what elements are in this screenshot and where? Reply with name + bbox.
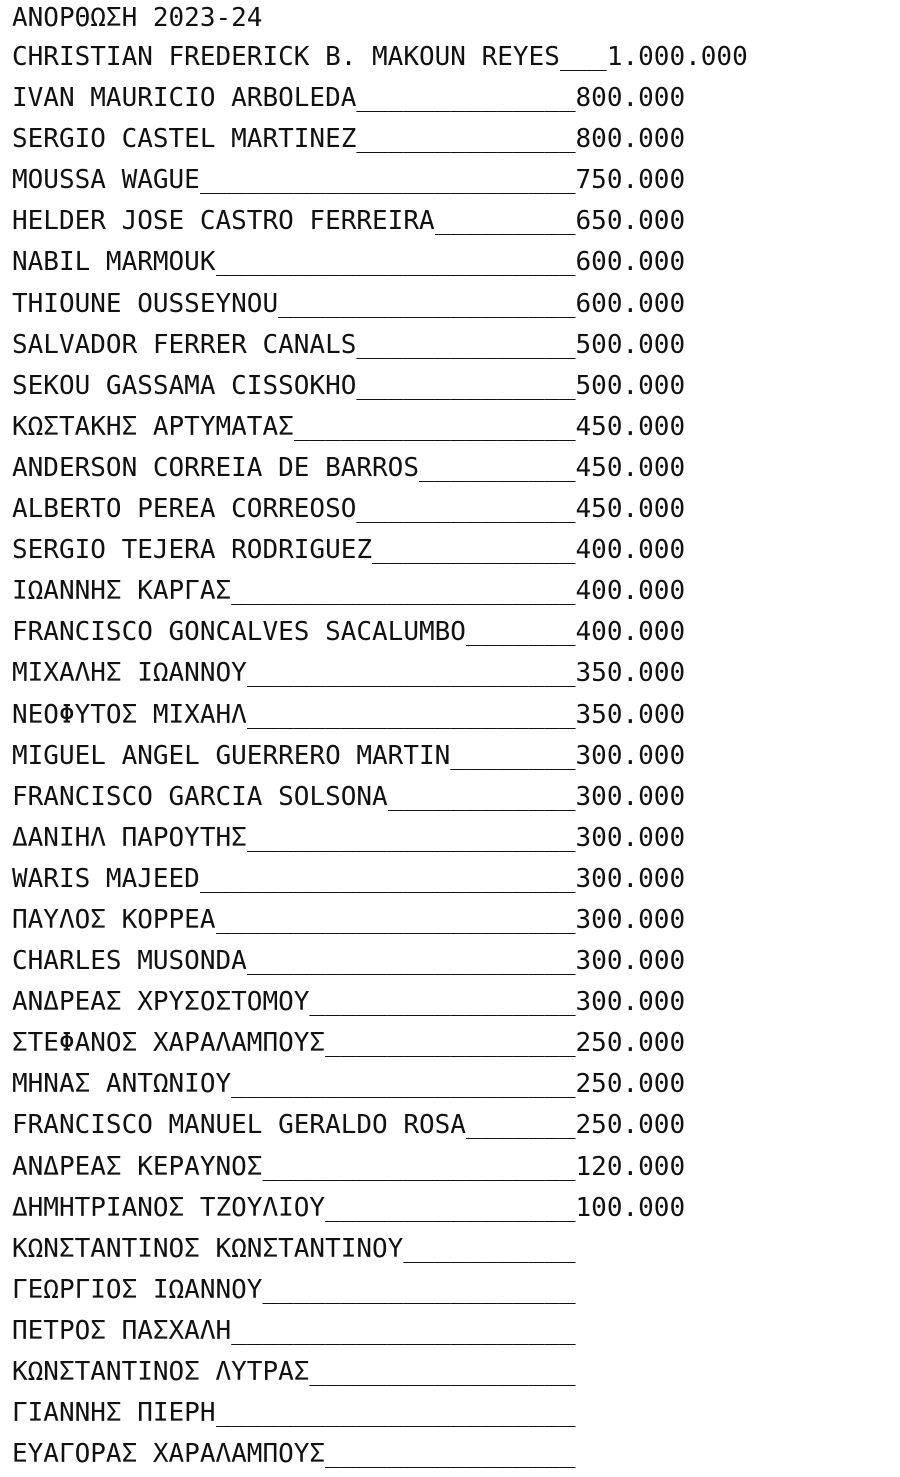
leader-underline: ______________ <box>356 370 576 401</box>
list-item <box>12 982 897 1023</box>
salary-amount: 600.000 <box>575 288 686 319</box>
list-item <box>12 325 897 366</box>
player-name: ΚΩΣΤΑΚΗΣ ΑΡΤΥΜΑΤΑΣ <box>12 411 294 442</box>
player-name: ΠΑΥΛΟΣ ΚΟΡΡΕΑ <box>12 904 216 935</box>
salary-amount: 250.000 <box>575 1110 686 1141</box>
salary-amount: 300.000 <box>575 946 686 977</box>
player-name: ΜΙΧΑΛΗΣ ΙΩΑΝΝΟΥ <box>12 658 247 689</box>
leader-underline: ______________ <box>356 329 576 360</box>
player-name: ΝΕΟΦΥΤΟΣ ΜΙΧΑΗΛ <box>12 699 247 730</box>
salary-amount: 500.000 <box>575 370 686 401</box>
player-name: HELDER JOSE CASTRO FERREIRA <box>12 206 435 237</box>
leader-underline: ________________________ <box>199 165 576 196</box>
leader-underline: ______________ <box>356 494 576 525</box>
player-name: FRANCISCO GONCALVES SACALUMBO <box>12 617 466 648</box>
list-item <box>12 777 897 818</box>
salary-amount: 600.000 <box>575 247 686 278</box>
salary-amount: 1.000.000 <box>606 42 748 72</box>
list-item <box>12 407 897 448</box>
list-item <box>12 1064 897 1105</box>
list-item <box>12 242 897 283</box>
leader-underline: __________________ <box>293 411 576 442</box>
salary-amount: 250.000 <box>575 1028 686 1059</box>
list-item <box>12 1352 897 1393</box>
player-name: ΚΩΝΣΤΑΝΤΙΝΟΣ ΛΥΤΡΑΣ <box>12 1357 310 1387</box>
salary-amount: 450.000 <box>575 494 686 525</box>
list-item <box>12 736 897 777</box>
leader-underline: _______ <box>465 1110 576 1141</box>
salary-amount: 300.000 <box>575 987 686 1018</box>
list-item <box>12 1147 897 1188</box>
player-name: ΠΕΤΡΟΣ ΠΑΣΧΑΛΗ <box>12 1315 232 1346</box>
salary-amount: 300.000 <box>575 904 686 935</box>
list-item <box>12 1229 897 1270</box>
player-name: SERGIO CASTEL MARTINEZ <box>12 124 357 155</box>
leader-underline: _____________________ <box>246 699 576 730</box>
list-item <box>12 900 897 941</box>
list-item <box>12 78 897 119</box>
leader-underline: _________ <box>434 206 576 237</box>
player-name: MOUSSA WAGUE <box>12 165 200 196</box>
player-name: CHARLES MUSONDA <box>12 946 247 977</box>
leader-underline: ________________________ <box>199 863 576 894</box>
leader-underline: _______ <box>465 617 576 648</box>
leader-underline: ____________ <box>387 781 576 812</box>
player-name: ΑΝΔΡΕΑΣ ΚΕΡΑΥΝΟΣ <box>12 1151 263 1182</box>
document-title: ΑΝΟΡΘΩΣΗ 2023-24 <box>12 3 263 33</box>
salary-amount: 400.000 <box>575 535 686 566</box>
leader-underline: ____________________ <box>262 1274 576 1305</box>
list-item <box>12 284 897 325</box>
player-name: THIOUNE OUSSEYNOU <box>12 288 279 319</box>
leader-underline: _____________________ <box>246 658 576 689</box>
leader-underline: _______________________ <box>215 1398 576 1429</box>
salary-amount: 300.000 <box>575 740 686 771</box>
player-name: ΚΩΝΣΤΑΝΤΙΝΟΣ ΚΩΝΣΤΑΝΤΙΝΟΥ <box>12 1233 404 1264</box>
salary-amount: 350.000 <box>575 658 686 689</box>
salary-amount: 750.000 <box>575 165 686 196</box>
player-name: SERGIO TEJERA RODRIGUEZ <box>12 535 373 566</box>
player-name: SALVADOR FERRER CANALS <box>12 329 357 360</box>
leader-underline: ___________________ <box>278 288 576 319</box>
list-item <box>12 37 897 78</box>
leader-underline: ________ <box>450 740 576 771</box>
salary-amount: 400.000 <box>575 617 686 648</box>
list-item <box>12 941 897 982</box>
player-name: MIGUEL ANGEL GUERRERO MARTIN <box>12 740 451 771</box>
player-name: ΣΤΕΦΑΝΟΣ ΧΑΡΑΛΑΜΠΟΥΣ <box>12 1028 326 1059</box>
leader-underline: __________ <box>419 452 576 483</box>
list-item <box>12 119 897 160</box>
leader-underline: ______________ <box>356 124 576 155</box>
leader-underline: ______________________ <box>231 1315 576 1346</box>
leader-underline: _______________________ <box>215 247 576 278</box>
player-name: ΕΥΑΓΟΡΑΣ ΧΑΡΑΛΑΜΠΟΥΣ <box>12 1439 326 1470</box>
salary-amount: 250.000 <box>575 1069 686 1100</box>
leader-underline: ___________ <box>403 1233 576 1264</box>
list-item <box>12 448 897 489</box>
leader-underline: ____________________ <box>262 1151 576 1182</box>
leader-underline: _________________ <box>309 1357 576 1387</box>
salary-list-document <box>12 0 897 1475</box>
player-name: ΙΩΑΝΝΗΣ ΚΑΡΓΑΣ <box>12 576 232 607</box>
list-item <box>12 1311 897 1352</box>
leader-underline: ______________________ <box>231 1069 576 1100</box>
list-item <box>12 1105 897 1146</box>
list-item <box>12 1434 897 1475</box>
list-item <box>12 489 897 530</box>
player-name: FRANCISCO MANUEL GERALDO ROSA <box>12 1110 466 1141</box>
player-name: WARIS MAJEED <box>12 863 200 894</box>
leader-underline: ______________________ <box>231 576 576 607</box>
salary-amount: 450.000 <box>575 411 686 442</box>
list-item <box>12 1393 897 1434</box>
leader-underline: _________________ <box>309 987 576 1018</box>
player-name: ΔΑΝΙΗΛ ΠΑΡΟΥΤΗΣ <box>12 822 247 853</box>
player-name: ΔΗΜΗΤΡΙΑΝΟΣ ΤΖΟΥΛΙΟΥ <box>12 1192 326 1223</box>
list-item <box>12 530 897 571</box>
player-name: ΑΝΔΡΕΑΣ ΧΡΥΣΟΣΤΟΜΟΥ <box>12 987 310 1018</box>
player-name: ANDERSON CORREIA DE BARROS <box>12 452 419 483</box>
salary-amount: 300.000 <box>575 781 686 812</box>
leader-underline: ________________ <box>325 1028 576 1059</box>
player-name: NABIL MARMOUK <box>12 247 216 278</box>
list-item <box>12 366 897 407</box>
list-item <box>12 818 897 859</box>
leader-underline: _____________________ <box>246 946 576 977</box>
list-item <box>12 653 897 694</box>
list-item <box>12 1188 897 1229</box>
salary-amount: 120.000 <box>575 1151 686 1182</box>
player-name: ALBERTO PEREA CORREOSO <box>12 494 357 525</box>
list-item <box>12 612 897 653</box>
player-name: ΜΗΝΑΣ ΑΝΤΩΝΙΟΥ <box>12 1069 232 1100</box>
list-item <box>12 859 897 900</box>
player-name: IVAN MAURICIO ARBOLEDA <box>12 83 357 114</box>
player-name: ΓΕΩΡΓΙΟΣ ΙΩΑΝΝΟΥ <box>12 1274 263 1305</box>
player-name: SEKOU GASSAMA CISSOKHO <box>12 370 357 401</box>
salary-amount: 300.000 <box>575 822 686 853</box>
player-name: ΓΙΑΝΝΗΣ ΠΙΕΡΗ <box>12 1398 216 1429</box>
leader-underline: ________________ <box>325 1439 576 1470</box>
player-name: CHRISTIAN FREDERICK B. MAKOUN REYES <box>12 42 560 72</box>
salary-amount: 800.000 <box>575 124 686 155</box>
salary-amount: 100.000 <box>575 1192 686 1223</box>
leader-underline: _____________ <box>372 535 576 566</box>
leader-underline: ________________ <box>325 1192 576 1223</box>
list-item <box>12 201 897 242</box>
salary-amount: 450.000 <box>575 452 686 483</box>
leader-underline: ___ <box>559 42 607 72</box>
salary-amount: 400.000 <box>575 576 686 607</box>
leader-underline: ______________ <box>356 83 576 114</box>
player-name: FRANCISCO GARCIA SOLSONA <box>12 781 388 812</box>
document-title-line <box>12 0 897 37</box>
salary-amount: 800.000 <box>575 83 686 114</box>
list-item <box>12 1023 897 1064</box>
leader-underline: _______________________ <box>215 904 576 935</box>
list-item <box>12 1270 897 1311</box>
leader-underline: _____________________ <box>246 822 576 853</box>
list-item <box>12 571 897 612</box>
list-item <box>12 695 897 736</box>
salary-amount: 650.000 <box>575 206 686 237</box>
list-item <box>12 160 897 201</box>
salary-amount: 500.000 <box>575 329 686 360</box>
player-list <box>12 37 897 1475</box>
salary-amount: 350.000 <box>575 699 686 730</box>
salary-amount: 300.000 <box>575 863 686 894</box>
